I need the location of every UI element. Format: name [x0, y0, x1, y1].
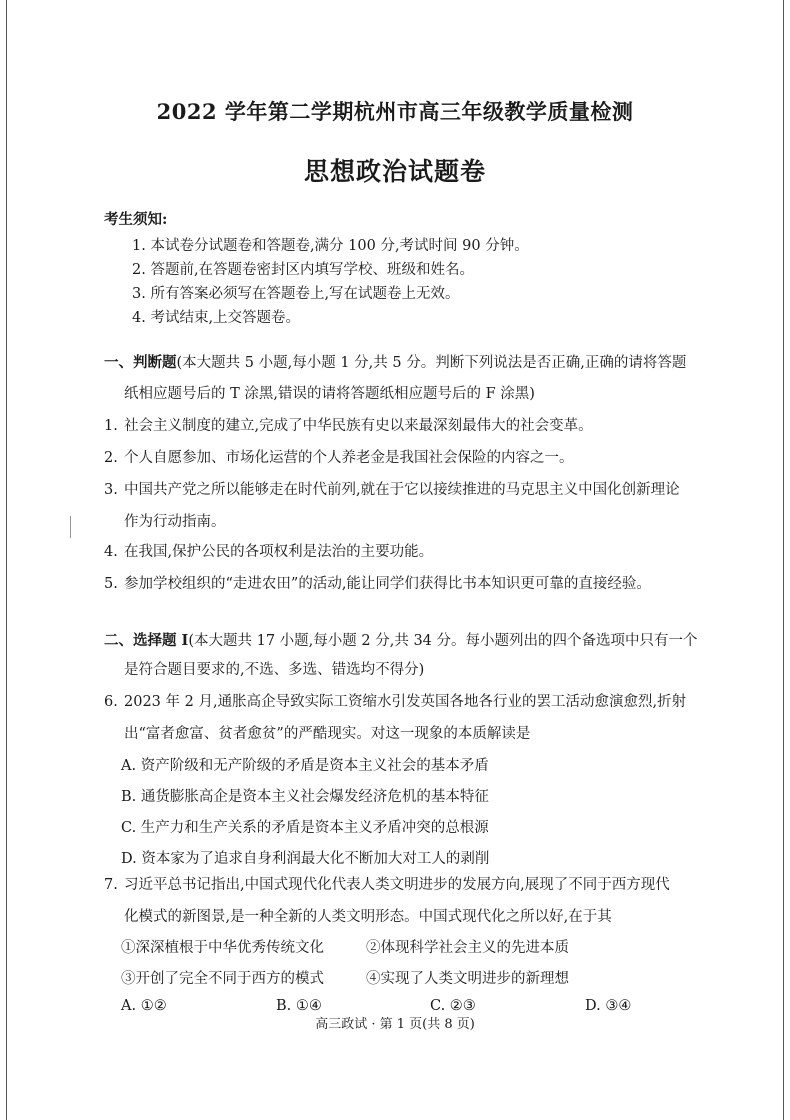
exam-subtitle: 思想政治试题卷 — [303, 157, 486, 186]
section1-heading — [104, 346, 724, 380]
notice-heading: 考生须知: — [104, 211, 168, 228]
section1-label: 一、判断题 — [104, 354, 177, 371]
question-text-cont: 出“富者愈富、贫者愈贫”的严酷现实。对这一现象的本质解读是 — [124, 726, 531, 742]
statement-4: ④实现了人类文明进步的新理想 — [366, 971, 569, 987]
choice-c: C. ②③ — [430, 998, 476, 1014]
section2-text: (本大题共 17 小题,每小题 2 分,共 34 分。每小题列出的四个备选项中只有一个 — [188, 633, 698, 649]
option-a: A. 资产阶级和无产阶级的矛盾是资本主义社会的基本矛盾 — [121, 758, 489, 774]
section2-label: 二、选择题 I — [104, 632, 189, 649]
question-text: 2023 年 2 月,通胀高企导致实际工资缩水引发英国各地各行业的罢工活动愈演愈烈,折射 — [124, 694, 687, 710]
option-d: D. 资本家为了追求自身利润最大化不断加大对工人的剥削 — [121, 851, 490, 867]
question-6 — [104, 686, 724, 750]
question-7 — [104, 869, 724, 933]
question-number: 7. — [104, 877, 118, 893]
notice-item: 1. 本试卷分试题卷和答题卷,满分 100 分,考试时间 90 分钟。 — [132, 238, 529, 254]
question-4 — [104, 536, 724, 568]
notice-item: 2. 答题前,在答题卷密封区内填写学校、班级和姓名。 — [132, 262, 475, 278]
question-text: 参加学校组织的“走进农田”的活动,能让同学们获得比书本知识更可靠的直接经验。 — [124, 576, 651, 592]
section2-heading — [104, 624, 724, 658]
choice-a: A. ①② — [121, 998, 167, 1014]
section1-text-cont: 纸相应题号后的 T 涂黑,错误的请将答题纸相应题号后的 F 涂黑) — [124, 386, 535, 402]
question-5 — [104, 568, 724, 600]
section2-text-cont: 是符合题目要求的,不选、多选、错选均不得分) — [124, 662, 425, 678]
statement-1: ①深深植根于中华优秀传统文化 — [121, 940, 324, 956]
notice-item: 4. 考试结束,上交答题卷。 — [132, 310, 301, 326]
question-text: 个人自愿参加、市场化运营的个人养老金是我国社会保险的内容之一。 — [124, 450, 574, 466]
question-text: 在我国,保护公民的各项权利是法治的主要功能。 — [124, 544, 434, 560]
question-number: 4. — [104, 544, 118, 560]
choice-b: B. ①④ — [276, 998, 322, 1014]
section1-text: (本大题共 5 小题,每小题 1 分,共 5 分。判断下列说法是否正确,正确的请将答题 — [176, 355, 687, 371]
statement-3: ③开创了完全不同于西方的模式 — [121, 971, 324, 987]
question-text: 中国共产党之所以能够走在时代前列,就在于它以接续推进的马克思主义中国化创新理论 — [124, 482, 680, 498]
question-number: 5. — [104, 576, 118, 592]
scan-mark — [70, 516, 71, 538]
question-3 — [104, 474, 724, 538]
question-number: 2. — [104, 450, 118, 466]
option-c: C. 生产力和生产关系的矛盾是资本主义矛盾冲突的总根源 — [121, 820, 489, 836]
question-text-cont: 化模式的新图景,是一种全新的人类文明形态。中国式现代化之所以好,在于其 — [124, 909, 612, 925]
page-footer: 高三政试 · 第 1 页(共 8 页) — [315, 1017, 475, 1032]
question-text-cont: 作为行动指南。 — [124, 514, 226, 530]
statement-2: ②体现科学社会主义的先进本质 — [366, 940, 569, 956]
option-b: B. 通货膨胀高企是资本主义社会爆发经济危机的基本特征 — [121, 789, 489, 805]
exam-title: 2022 学年第二学期杭州市高三年级教学质量检测 — [156, 99, 634, 124]
question-text: 社会主义制度的建立,完成了中华民族有史以来最深刻最伟大的社会变革。 — [124, 418, 593, 434]
notice-item: 3. 所有答案必须写在答题卷上,写在试题卷上无效。 — [132, 286, 460, 302]
question-number: 3. — [104, 482, 118, 498]
question-2 — [104, 442, 724, 474]
question-text: 习近平总书记指出,中国式现代化代表人类文明进步的发展方向,展现了不同于西方现代 — [124, 877, 670, 893]
question-1 — [104, 410, 724, 442]
choice-d: D. ③④ — [585, 998, 632, 1014]
question-number: 1. — [104, 418, 118, 434]
question-number: 6. — [104, 694, 118, 710]
